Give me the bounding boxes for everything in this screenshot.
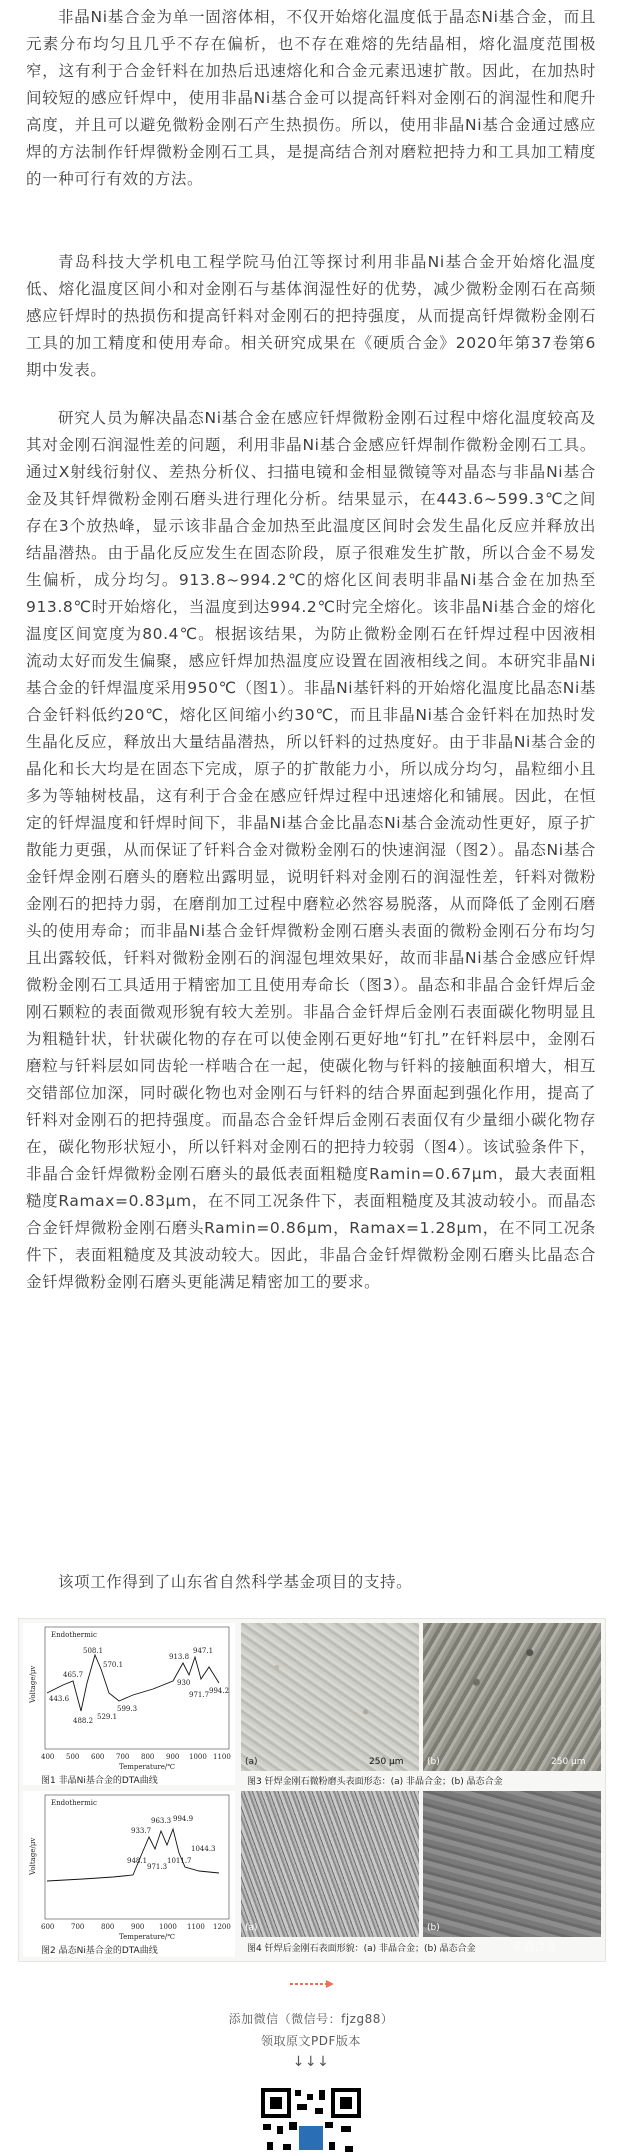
figure-1-peak-label: 930: [177, 1679, 191, 1687]
figure-3b-label: (b): [427, 1757, 440, 1767]
figure-4-caption: 图4 钎焊后金刚石表面形貌：(a) 非晶合金；(b) 晶态合金: [247, 1944, 476, 1954]
figure-2-x-ticks: [41, 1923, 231, 1931]
figure-2-curve: [47, 1829, 219, 1881]
watermark-text: 非晶合金: [512, 1940, 556, 1953]
divider-arrow-icon: [286, 1980, 336, 1988]
figure-1-peak-label: 508.1: [83, 1647, 104, 1655]
footer-pdf-text: 领取原文PDF版本: [261, 2034, 361, 2048]
figure-2-caption: 图2 晶态Ni基合金的DTA曲线: [41, 1946, 158, 1956]
figure-2-xlabel: Temperature/℃: [119, 1933, 176, 1941]
figure-1-peak-label: 971.7: [189, 1691, 210, 1699]
figure-2-ylabel: Voltage/μv: [29, 1837, 37, 1875]
svg-text:1000: 1000: [189, 1753, 207, 1761]
figure-2-peak-label: 1044.3: [191, 1845, 216, 1853]
figure-4a-sem-image: [241, 1791, 419, 1937]
figure-2-peak-label: 963.3: [151, 1817, 172, 1825]
figure-2-peak-label: 1011.7: [167, 1857, 192, 1865]
figure-3a-label: (a): [245, 1757, 258, 1767]
svg-text:1200: 1200: [213, 1923, 231, 1931]
footer-wechat-text: 添加微信（微信号：fjzg88）: [228, 2012, 394, 2026]
figure-2-endo-label: Endothermic: [51, 1799, 97, 1807]
figure-1-xlabel: Temperature/℃: [119, 1763, 176, 1771]
paragraph-2: 青岛科技大学机电工程学院马伯江等探讨利用非晶Ni基合金开始熔化温度低、熔化温度区间小和对金刚石与基体润湿性好的优势，减少微粉金刚石在高频感应钎焊时的热损伤和提高钎料对金刚石的把持强度，从而提高钎焊微粉金刚石工具的加工精度和使用寿命。相关研究成果在《硬质合金》2020年第37卷第6期中发表。: [26, 253, 596, 379]
figure-3a-scale: 250 μm: [369, 1757, 404, 1767]
figure-composite: [18, 1618, 606, 1962]
figure-1-peak-label: 529.1: [97, 1713, 118, 1721]
figure-1-curve: [47, 1655, 219, 1711]
figure-2-peak-label: 948.1: [127, 1857, 148, 1865]
figure-1-peak-label: 947.1: [193, 1647, 214, 1655]
figure-2-peak-label: 933.7: [131, 1827, 152, 1835]
figure-3-caption: 图3 钎焊金刚石微粉磨头表面形态：(a) 非晶合金；(b) 晶态合金: [247, 1777, 503, 1787]
figure-1-peak-label: 599.3: [117, 1705, 138, 1713]
figure-1-peak-label: 570.1: [103, 1661, 124, 1669]
figure-2-dta-chart: [23, 1791, 235, 1957]
figure-1-peak-label: 488.2: [73, 1717, 94, 1725]
figure-4b-label: (b): [427, 1923, 440, 1933]
paragraph-1: 非晶Ni基合金为单一固溶体相，不仅开始熔化温度低于晶态Ni基合金，而且元素分布均匀且几乎不存在偏析，也不存在难熔的先结晶相，熔化温度范围极窄，这有利于合金钎料在加热后迅速熔化和合金元素迅速扩散。因此，在加热时间较短的感应钎焊中，使用非晶Ni基合金可以提高钎料对金刚石的润湿性和爬升高度，并且可以避免微粉金刚石产生热损伤。所以，使用非晶Ni基合金通过感应焊的方法制作钎焊微粉金刚石工具，是提高结合剂对磨粒把持力和工具加工精度的一种可行有效的方法。: [26, 8, 596, 188]
figure-4a-label: (a): [245, 1923, 258, 1933]
figure-1-peak-label: 443.6: [49, 1695, 70, 1703]
svg-text:800: 800: [141, 1753, 155, 1761]
figure-1-peak-label: 994.2: [209, 1687, 230, 1695]
figure-3b-micrograph: [423, 1623, 601, 1771]
figure-3b-scale: 250 μm: [551, 1757, 586, 1767]
svg-text:500: 500: [66, 1753, 80, 1761]
figure-1-endo-label: Endothermic: [51, 1631, 97, 1639]
figure-2-peak-label: 994.9: [173, 1815, 194, 1823]
figure-1-dta-chart: [23, 1623, 235, 1785]
acknowledgement: 该项工作得到了山东省自然科学基金项目的支持。: [58, 1573, 413, 1591]
svg-text:700: 700: [116, 1753, 130, 1761]
figure-1-peak-label: 465.7: [63, 1671, 84, 1679]
svg-text:1100: 1100: [187, 1923, 205, 1931]
figure-1-caption: 图1 非晶Ni基合金的DTA曲线: [41, 1776, 158, 1786]
figure-4b-sem-image: [423, 1791, 601, 1937]
paragraph-3: 研究人员为解决晶态Ni基合金在感应钎焊微粉金刚石过程中熔化温度较高及其对金刚石润湿性差的问题，利用非晶Ni基合金感应钎焊制作微粉金刚石工具。通过X射线衍射仪、差热分析仪、扫描电镜和金相显微镜等对晶态与非晶Ni基合金及其钎焊微粉金刚石磨头进行理化分析。结果显示，在443.6~599.3℃之间存在3个放热峰，显示该非晶合金加热至此温度区间时会发生晶化反应并释放出结晶潜热。由于晶化反应发生在固态阶段，原子很难发生扩散，所以合金不易发生偏析，成分均匀。913.8~994.2℃的熔化区间表明非晶Ni基合金在加热至913.8℃时开始熔化，当温度到达994.2℃时完全熔化。该非晶Ni基合金的熔化温度区间宽度为80.4℃。根据该结果，为防止微粉金刚石在钎焊过程中因液相流动太好而发生偏聚，感应钎焊加热温度应设置在固液相线之间。本研究非晶Ni基合金的钎焊温度采用950℃（图1）。非晶Ni基钎料的开始熔化温度比晶态Ni基合金钎料低约20℃，熔化区间缩小约30℃，而且非晶Ni基合金钎料在加热时发生晶化反应，释放出大量结晶潜热，所以钎料的过热度好。由于非晶Ni基合金的晶化和长大均是在固态下完成，原子的扩散能力小，所以成分均匀，晶粒细小且多为等轴树枝晶，这有利于合金在感应钎焊过程中迅速熔化和铺展。因此，在恒定的钎焊温度和钎焊时间下，非晶Ni基合金比晶态Ni基合金流动性更好，原子扩散能力更强，从而保证了钎料合金对微粉金刚石的快速润湿（图2）。晶态Ni基合金钎焊金刚石磨头的磨粒出露明显，说明钎料对金刚石的润湿性差，钎料对微粉金刚石的把持力弱，在磨削加工过程中磨粒必然容易脱落，从而降低了金刚石磨头的使用寿命；而非晶Ni基合金钎焊微粉金刚石磨头表面的微粉金刚石分布均匀且出露较低，钎料对微粉金刚石的润湿包埋效果好，故而非晶Ni基合金感应钎焊微粉金刚石工具适用于精密加工且使用寿命长（图3）。晶态和非晶合金钎焊后金刚石颗粒的表面微观形貌有较大差别。非晶合金钎焊后金刚石表面碳化物明显且为粗糙针状，针状碳化物的存在可以使金刚石更好地“钉扎”在钎料层中，金刚石磨粒与钎料层如同齿轮一样啮合在一起，使碳化物与钎料的接触面积增大，相互交错部位加深，同时碳化物也对金刚石与钎料的结合界面起到强化作用，提高了钎料对金刚石的把持强度。而晶态合金钎焊后金刚石表面仅有少量细小碳化物存在，碳化物形状短小，所以钎料对金刚石的把持力较弱（图4）。该试验条件下，非晶合金钎焊微粉金刚石磨头的最低表面粗糙度Ramin=0.67μm，最大表面粗糙度Ramax=0.83μm，在不同工况条件下，表面粗糙度及其波动较小。而晶态合金钎焊微粉金刚石磨头Ramin=0.86μm，Ramax=1.28μm，在不同工况条件下，表面粗糙度及其波动较大。因此，非晶合金钎焊微粉金刚石磨头比晶态合金钎焊微粉金刚石磨头更能满足精密加工的要求。: [26, 409, 596, 1291]
footer-down-arrows: ↓↓↓: [292, 2054, 330, 2070]
figure-1-peak-label: 913.8: [169, 1653, 190, 1661]
svg-text:1000: 1000: [159, 1923, 177, 1931]
qr-code-icon[interactable]: [259, 2086, 363, 2156]
figure-1-ylabel: Voltage/μv: [29, 1665, 37, 1703]
figure-1-plot-frame: [45, 1627, 229, 1749]
svg-text:900: 900: [131, 1923, 145, 1931]
svg-text:600: 600: [41, 1923, 55, 1931]
svg-text:400: 400: [41, 1753, 55, 1761]
svg-text:800: 800: [101, 1923, 115, 1931]
figure-3a-micrograph: [241, 1623, 419, 1771]
svg-text:1100: 1100: [213, 1753, 231, 1761]
figure-1-x-ticks: [41, 1753, 231, 1761]
svg-text:600: 600: [91, 1753, 105, 1761]
svg-text:700: 700: [71, 1923, 85, 1931]
svg-text:900: 900: [166, 1753, 180, 1761]
figure-2-peak-label: 971.3: [147, 1863, 168, 1871]
